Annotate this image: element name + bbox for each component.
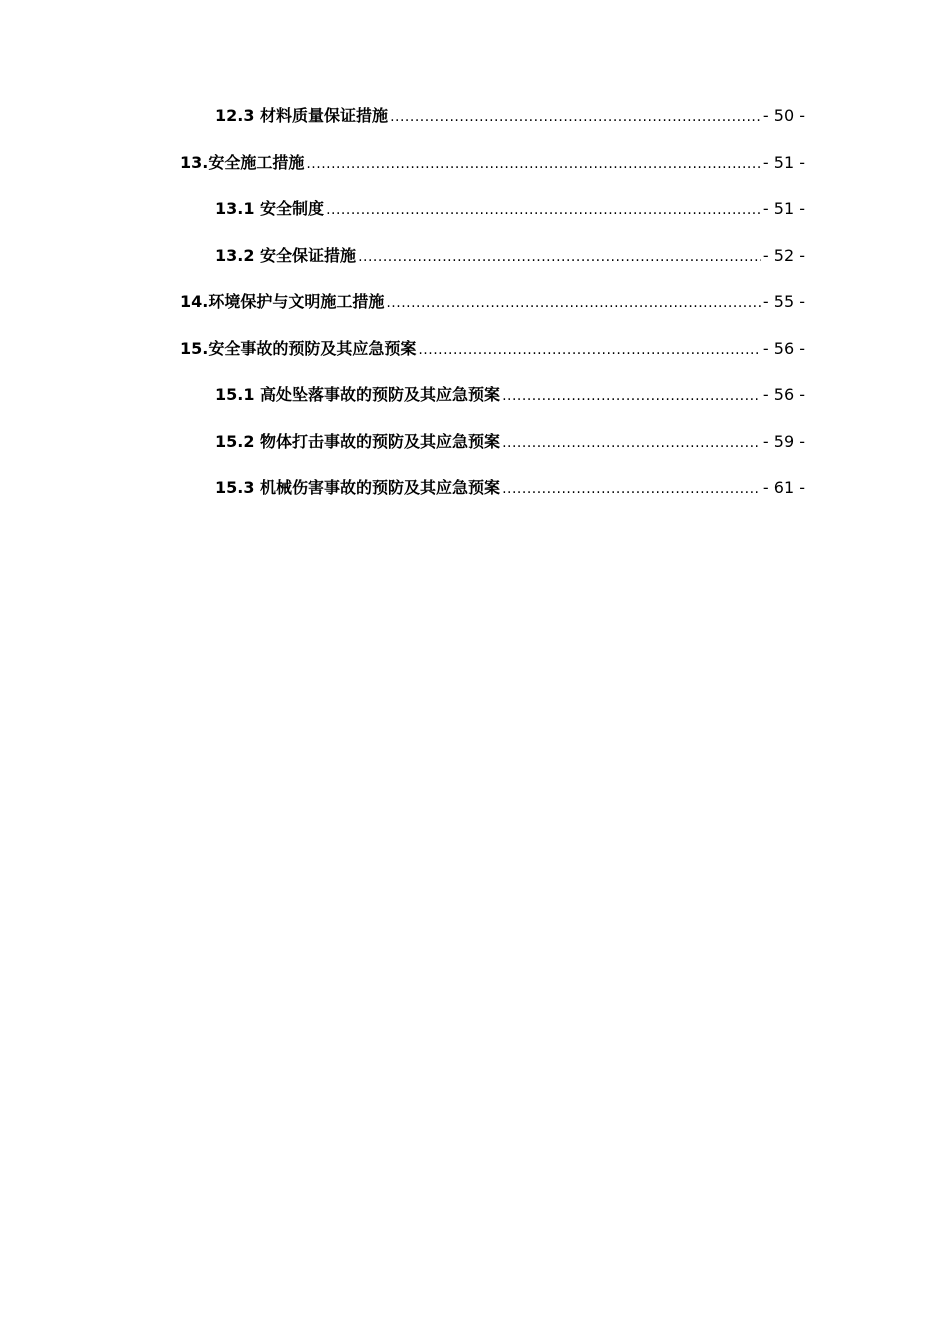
toc-dot-leader xyxy=(418,339,761,362)
toc-dot-leader xyxy=(306,153,761,176)
toc-dot-leader xyxy=(502,385,761,408)
toc-entry-page: - 55 - xyxy=(762,292,805,311)
toc-entry-title: 13.安全施工措施 xyxy=(180,152,305,172)
toc-entry-15-3[interactable] xyxy=(0,476,805,499)
toc-entry-page: - 56 - xyxy=(762,338,805,358)
toc-entry-page: - 52 - xyxy=(762,245,805,265)
toc-entry-page: - 59 - xyxy=(762,431,805,451)
toc-entry-page: - 51 - xyxy=(762,152,805,172)
toc-dot-leader xyxy=(502,478,761,501)
toc-entry-title: 13.2 安全保证措施 xyxy=(215,245,357,265)
toc-entry-13[interactable] xyxy=(0,151,805,174)
toc-dot-leader xyxy=(386,292,761,315)
toc-dot-leader xyxy=(358,246,761,269)
toc-dot-leader xyxy=(390,106,761,129)
toc-entry-15-1[interactable] xyxy=(0,383,805,406)
toc-entry-13-2[interactable] xyxy=(0,244,805,267)
toc-dot-leader xyxy=(326,199,761,222)
toc-entry-title: 13.1 安全制度 xyxy=(215,199,325,218)
toc-dot-leader xyxy=(502,432,761,455)
toc-entry-15-2[interactable] xyxy=(0,430,805,453)
toc-entry-13-1[interactable] xyxy=(0,197,805,220)
toc-entry-title: 15.安全事故的预防及其应急预案 xyxy=(180,338,417,358)
toc-entry-title: 14.环境保护与文明施工措施 xyxy=(180,292,385,311)
toc-entry-page: - 56 - xyxy=(762,385,805,404)
toc-entry-title: 15.3 机械伤害事故的预防及其应急预案 xyxy=(215,478,501,497)
toc-entry-page: - 50 - xyxy=(762,106,805,125)
toc-entry-title: 15.1 高处坠落事故的预防及其应急预案 xyxy=(215,385,501,404)
toc-entry-12-3[interactable] xyxy=(0,104,805,127)
toc-entry-15[interactable] xyxy=(0,337,805,360)
toc-entry-title: 15.2 物体打击事故的预防及其应急预案 xyxy=(215,431,501,451)
toc-entry-page: - 51 - xyxy=(762,199,805,218)
toc-entry-14[interactable] xyxy=(0,290,805,313)
table-of-contents xyxy=(0,104,950,523)
toc-entry-title: 12.3 材料质量保证措施 xyxy=(215,106,389,125)
toc-entry-page: - 61 - xyxy=(762,478,805,497)
